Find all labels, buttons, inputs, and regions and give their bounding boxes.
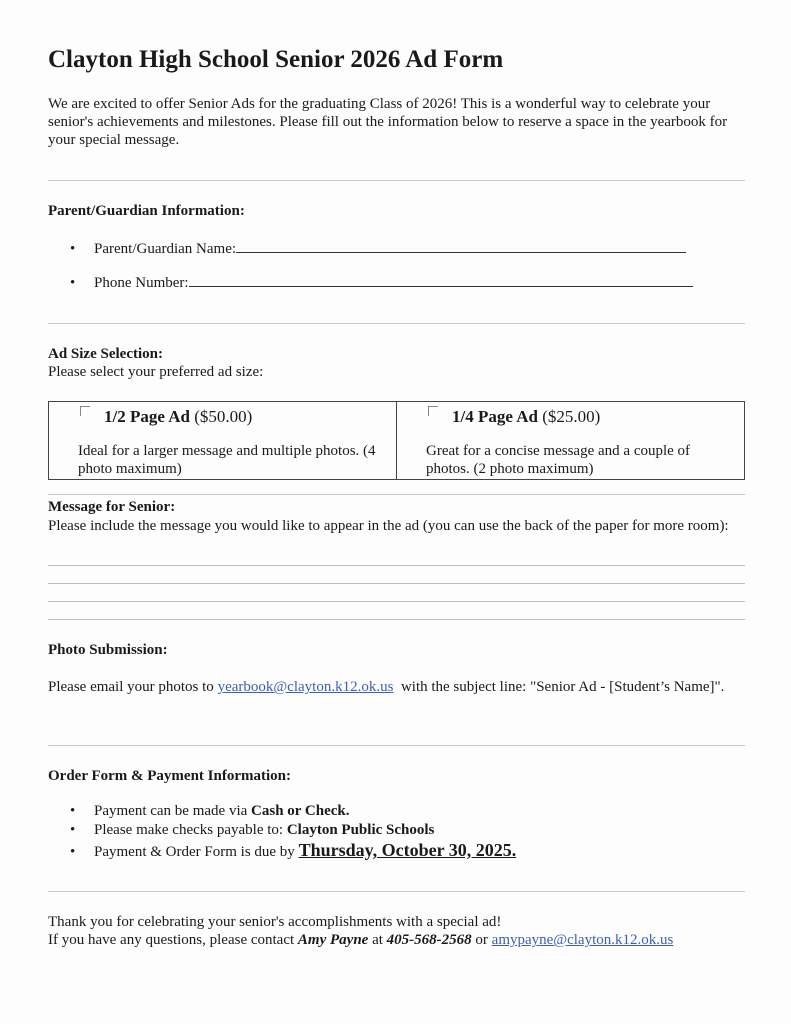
option-title: 1/4 Page Ad <box>452 407 538 426</box>
ad-size-table <box>48 401 745 480</box>
intro-text: We are excited to offer Senior Ads for the graduating Class of 2026! This is a wonderful way to celebrate your senior's achievements and milestones. Please fill out the information below to reserve a space in the yearbook for your special message. <box>48 96 728 148</box>
message-line[interactable] <box>48 583 745 584</box>
message-instruction: Please include the message you would like to appear in the ad (you can use the back of the paper for more room): <box>48 518 729 534</box>
contact-name: Amy Payne <box>297 932 369 948</box>
contact-phone: 405-568-2568 <box>386 932 472 948</box>
message-line[interactable] <box>48 619 745 620</box>
photo-text-before: Please email your photos to <box>48 679 218 695</box>
phone-blank[interactable] <box>189 274 693 287</box>
page-title: Clayton High School Senior 2026 Ad Form <box>48 46 504 73</box>
checkbox[interactable] <box>80 406 90 416</box>
divider <box>48 180 745 181</box>
parent-name-blank[interactable] <box>236 240 686 253</box>
photo-text <box>48 678 728 696</box>
order-bullet: • Payment can be made via Cash or Check. <box>70 803 350 819</box>
phone-label: Phone Number: <box>94 275 189 291</box>
option-price: ($25.00) <box>542 407 601 426</box>
message-line[interactable] <box>48 565 745 566</box>
photo-text-after: with the subject line: "Senior Ad - [Student’s Name]". <box>393 679 725 695</box>
option-half-page[interactable] <box>49 402 397 480</box>
payment-methods: Cash or Check. <box>251 803 350 819</box>
message-line[interactable] <box>48 601 745 602</box>
option-desc: Great for a concise message and a couple of photos. (2 photo maximum) <box>426 443 691 477</box>
option-quarter-page[interactable] <box>397 402 745 480</box>
payee: Clayton Public Schools <box>286 822 435 838</box>
contact-text: If you have any questions, please contact Amy Payne at 405-568-2568 or amypayne@clayton.k12.ok.us <box>48 932 674 948</box>
divider <box>48 494 745 495</box>
due-date: Thursday, October 30, 2025. <box>298 840 517 860</box>
option-title: 1/2 Page Ad <box>104 407 190 426</box>
divider <box>48 891 745 892</box>
ad-size-heading: Ad Size Selection: <box>48 346 163 362</box>
divider <box>48 323 745 324</box>
order-heading: Order Form & Payment Information: <box>48 768 292 784</box>
yearbook-email-link[interactable]: yearbook@clayton.k12.ok.us <box>217 679 394 695</box>
phone-field[interactable] <box>70 274 693 292</box>
bullet: • <box>70 275 76 291</box>
order-bullet: • Please make checks payable to: Clayton Public Schools <box>70 822 435 838</box>
message-heading: Message for Senior: <box>48 499 176 515</box>
parent-heading: Parent/Guardian Information: <box>48 203 245 219</box>
photo-heading: Photo Submission: <box>48 642 168 658</box>
divider <box>48 745 745 746</box>
thanks-text: Thank you for celebrating your senior's accomplishments with a special ad! <box>48 914 502 930</box>
checkbox[interactable] <box>428 406 438 416</box>
parent-name-label: Parent/Guardian Name: <box>94 241 237 257</box>
bullet: • <box>70 241 76 257</box>
ad-size-instruction: Please select your preferred ad size: <box>48 364 264 380</box>
parent-name-field[interactable] <box>70 240 686 258</box>
option-desc: Ideal for a larger message and multiple photos. (4 photo maximum) <box>78 443 376 477</box>
contact-email-link[interactable]: amypayne@clayton.k12.ok.us <box>491 932 674 948</box>
order-bullet: • Payment & Order Form is due by Thursday, October 30, 2025. <box>70 840 517 860</box>
option-price: ($50.00) <box>194 407 253 426</box>
